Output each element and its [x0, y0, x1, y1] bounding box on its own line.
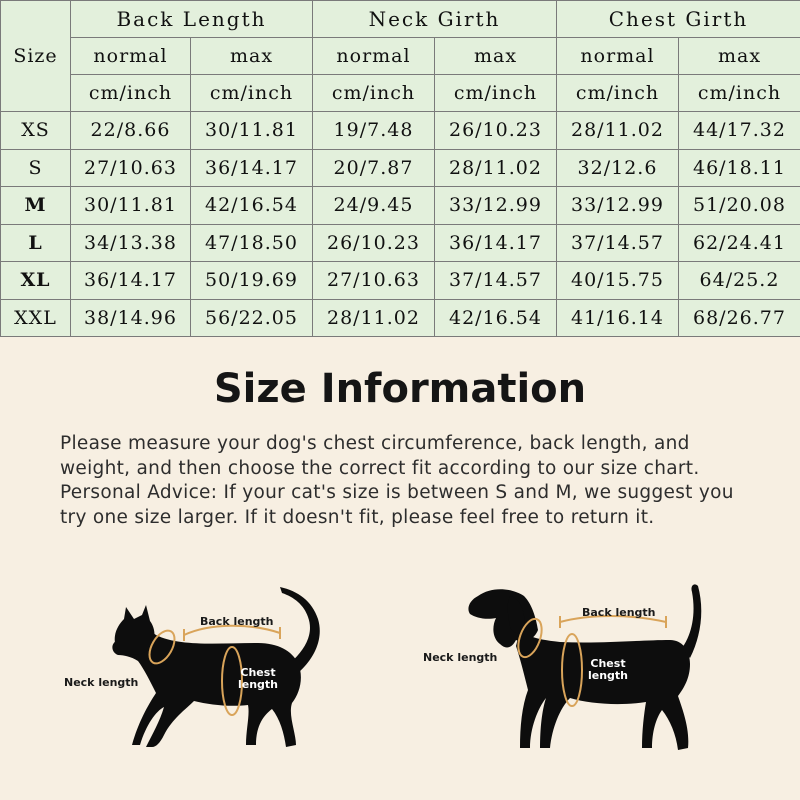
- table-row: [1, 112, 800, 150]
- size-cell: XS: [1, 112, 71, 150]
- measurement-cell: 27/10.63: [313, 262, 435, 300]
- measurement-cell: 30/11.81: [71, 187, 191, 225]
- cat-silhouette-icon: [60, 585, 340, 755]
- size-cell: S: [1, 149, 71, 187]
- size-cell: XXL: [1, 299, 71, 337]
- size-information-text: Please measure your dog's chest circumference, back length, and weight, and then choose the correct fit according to our size chart. Personal Advice: If your cat's size is between S and M, we suggest you try one size larger. If it doesn't fit, please feel free to return it.: [60, 433, 734, 528]
- measurement-cell: 30/11.81: [191, 112, 313, 150]
- measurement-cell: 64/25.2: [679, 262, 800, 300]
- subheader-cell: normal: [71, 38, 191, 75]
- unit-cell: cm/inch: [435, 75, 557, 112]
- cat-chest-label-line2: length: [237, 678, 279, 691]
- measurement-cell: 44/17.32: [679, 112, 800, 150]
- table-row: [1, 262, 800, 300]
- measurement-cell: 34/13.38: [71, 224, 191, 262]
- measurement-cell: 41/16.14: [557, 299, 679, 337]
- subheader-cell: max: [679, 38, 800, 75]
- measurement-cell: 46/18.11: [679, 149, 800, 187]
- measurement-cell: 32/12.6: [557, 149, 679, 187]
- measurement-cell: 62/24.41: [679, 224, 800, 262]
- dog-chest-label-line1: Chest: [590, 657, 626, 670]
- table-subheader-row: [1, 38, 800, 75]
- unit-cell: cm/inch: [313, 75, 435, 112]
- measurement-cell: 19/7.48: [313, 112, 435, 150]
- size-information-title: Size Information: [213, 366, 587, 412]
- measurement-cell: 56/22.05: [191, 299, 313, 337]
- size-cell: XL: [1, 262, 71, 300]
- unit-cell: cm/inch: [71, 75, 191, 112]
- subheader-cell: normal: [557, 38, 679, 75]
- measurement-cell: 42/16.54: [435, 299, 557, 337]
- measurement-cell: 50/19.69: [191, 262, 313, 300]
- measurement-cell: 36/14.17: [435, 224, 557, 262]
- measurement-cell: 26/10.23: [435, 112, 557, 150]
- chest-girth-header: Chest Girth: [557, 1, 800, 38]
- measurement-cell: 51/20.08: [679, 187, 800, 225]
- size-table: [0, 0, 800, 337]
- dog-chest-length-label: [584, 658, 632, 682]
- size-header: Size: [1, 1, 71, 112]
- table-row: [1, 299, 800, 337]
- cat-measurement-diagram: [60, 585, 340, 755]
- cat-chest-length-label: [236, 667, 280, 691]
- neck-girth-header: Neck Girth: [313, 1, 557, 38]
- table-header-row: [1, 1, 800, 38]
- subheader-cell: normal: [313, 38, 435, 75]
- measurement-cell: 27/10.63: [71, 149, 191, 187]
- dog-measurement-diagram: [420, 578, 720, 760]
- unit-cell: cm/inch: [679, 75, 800, 112]
- subheader-cell: max: [435, 38, 557, 75]
- table-unit-row: [1, 75, 800, 112]
- measurement-cell: 26/10.23: [313, 224, 435, 262]
- measurement-cell: 37/14.57: [435, 262, 557, 300]
- measurement-cell: 36/14.17: [191, 149, 313, 187]
- measurement-cell: 28/11.02: [435, 149, 557, 187]
- dog-silhouette-icon: [420, 578, 720, 760]
- measurement-cell: 22/8.66: [71, 112, 191, 150]
- back-length-header: Back Length: [71, 1, 313, 38]
- size-cell: M: [1, 187, 71, 225]
- cat-chest-label-line1: Chest: [240, 666, 276, 679]
- measurement-cell: 40/15.75: [557, 262, 679, 300]
- dog-neck-length-label: Neck length: [423, 651, 498, 664]
- unit-cell: cm/inch: [557, 75, 679, 112]
- measurement-cell: 36/14.17: [71, 262, 191, 300]
- table-row: [1, 149, 800, 187]
- measurement-cell: 38/14.96: [71, 299, 191, 337]
- subheader-cell: max: [191, 38, 313, 75]
- dog-chest-label-line2: length: [587, 669, 629, 682]
- measurement-cell: 24/9.45: [313, 187, 435, 225]
- table-row: [1, 187, 800, 225]
- measurement-cell: 68/26.77: [679, 299, 800, 337]
- table-row: [1, 224, 800, 262]
- measurement-cell: 33/12.99: [435, 187, 557, 225]
- size-chart: [0, 0, 800, 336]
- measurement-cell: 20/7.87: [313, 149, 435, 187]
- measurement-cell: 47/18.50: [191, 224, 313, 262]
- unit-cell: cm/inch: [191, 75, 313, 112]
- cat-neck-length-label: Neck length: [64, 676, 139, 689]
- cat-back-length-label: Back length: [200, 615, 274, 628]
- measurement-cell: 37/14.57: [557, 224, 679, 262]
- measurement-cell: 42/16.54: [191, 187, 313, 225]
- dog-back-length-label: Back length: [582, 606, 656, 619]
- size-cell: L: [1, 224, 71, 262]
- measurement-cell: 33/12.99: [557, 187, 679, 225]
- measurement-cell: 28/11.02: [313, 299, 435, 337]
- measurement-cell: 28/11.02: [557, 112, 679, 150]
